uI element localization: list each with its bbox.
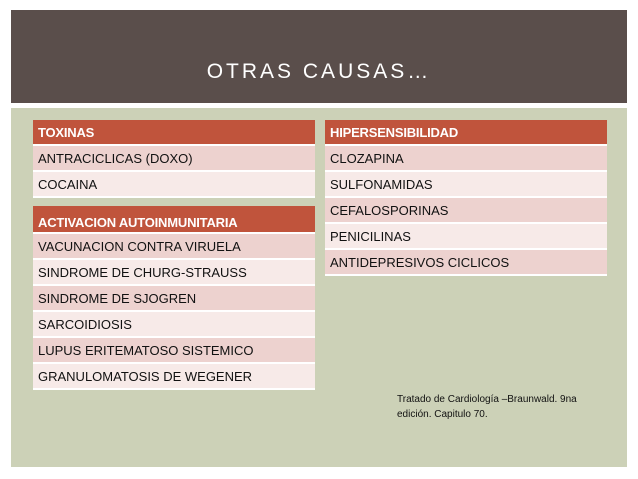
table-row: SINDROME DE SJOGREN bbox=[33, 286, 315, 312]
citation-note: Tratado de Cardiología –Braunwald. 9na edición. Capitulo 70. bbox=[397, 394, 577, 420]
table-row: CLOZAPINA bbox=[325, 146, 607, 172]
table-row: CEFALOSPORINAS bbox=[325, 198, 607, 224]
activacion-header: ACTIVACION AUTOINMUNITARIA bbox=[33, 206, 315, 234]
table-row: ANTRACICLICAS (DOXO) bbox=[33, 146, 315, 172]
table-row: ANTIDEPRESIVOS CICLICOS bbox=[325, 250, 607, 276]
title-divider bbox=[11, 103, 627, 108]
hipersensibilidad-header: HIPERSENSIBILIDAD bbox=[325, 120, 607, 146]
hipersensibilidad-table bbox=[325, 120, 607, 276]
table-row: SARCOIDIOSIS bbox=[33, 312, 315, 338]
title-bar bbox=[11, 10, 627, 103]
table-row: VACUNACION CONTRA VIRUELA bbox=[33, 234, 315, 260]
toxinas-table bbox=[33, 120, 315, 198]
table-row: SINDROME DE CHURG-STRAUSS bbox=[33, 260, 315, 286]
table-row: LUPUS ERITEMATOSO SISTEMICO bbox=[33, 338, 315, 364]
slide-title: OTRAS CAUSAS… bbox=[206, 60, 432, 83]
table-row: PENICILINAS bbox=[325, 224, 607, 250]
table-row: COCAINA bbox=[33, 172, 315, 198]
toxinas-header: TOXINAS bbox=[33, 120, 315, 146]
table-row: SULFONAMIDAS bbox=[325, 172, 607, 198]
activacion-table bbox=[33, 206, 315, 390]
table-row: GRANULOMATOSIS DE WEGENER bbox=[33, 364, 315, 390]
